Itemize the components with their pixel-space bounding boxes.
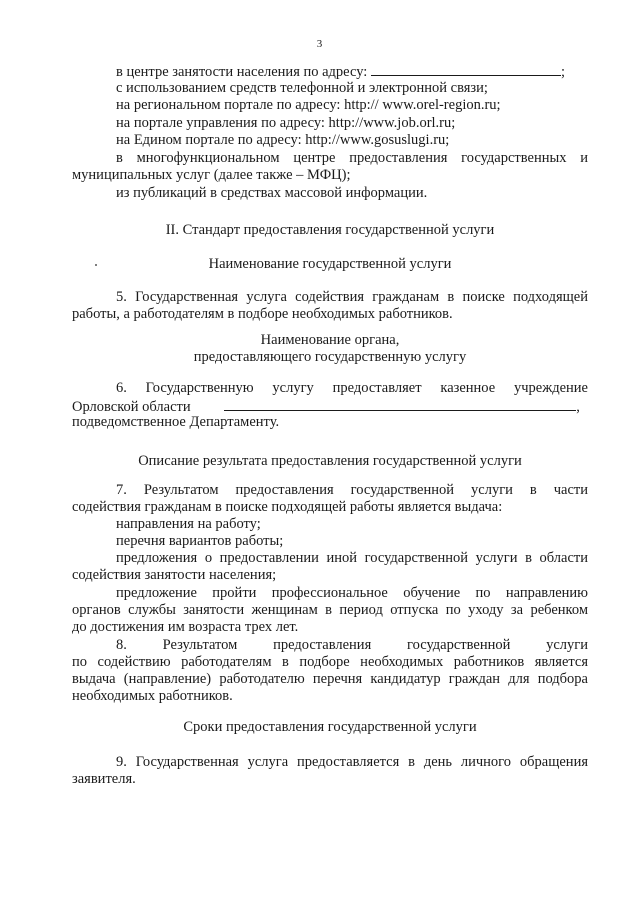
text-fragment: Орловской области [72, 399, 191, 415]
text-line: на региональном портале по адресу: http:// www.orel-region.ru; [116, 97, 501, 113]
text-fragment: , [576, 399, 580, 415]
paragraph-8-line: необходимых работников. [72, 688, 233, 704]
text-line: муниципальных услуг (далее также – МФЦ); [72, 167, 351, 183]
section-title: II. Стандарт предоставления государственной услуги [165, 222, 495, 238]
paragraph-7-line: содействия гражданам в поиске подходящей работы является выдача: [72, 499, 503, 515]
paragraph-9-line: заявителя. [72, 771, 136, 787]
text-line: из публикаций в средствах массовой информации. [116, 185, 428, 201]
heading-authority-name: Наименование органа, [260, 332, 400, 348]
paragraph-8-line: по содействию работодателям в подборе необходимых работников является [72, 654, 588, 670]
heading-authority-name: предоставляющего государственную услугу [193, 349, 467, 365]
paragraph-8-line: 8. Результатом предоставления государственной услуги [116, 637, 588, 653]
paragraph-6-line: 6. Государственную услугу предоставляет казенное учреждение [116, 380, 588, 396]
text-fragment: в центре занятости населения по адресу: [116, 64, 368, 80]
paragraph-7-line: до достижения им возраста трех лет. [72, 619, 299, 635]
paragraph-8-line: выдача (направление) работодателю перечня кандидатур граждан для подбора [72, 671, 588, 687]
paragraph-5-line: работы, а работодателям в подборе необходимых работников. [72, 306, 453, 322]
text-line [116, 62, 565, 81]
text-line: в многофункциональном центре предоставления государственных и [116, 150, 588, 166]
blank-line [371, 62, 561, 76]
paragraph-9-line: 9. Государственная услуга предоставляется в день личного обращения [116, 754, 588, 770]
paragraph-7-line: перечня вариантов работы; [116, 533, 284, 549]
page-number: 3 [316, 38, 323, 50]
paragraph-7-line: 7. Результатом предоставления государственной услуги в части [116, 482, 588, 498]
text-line: на портале управления по адресу: http://www.job.orl.ru; [116, 115, 456, 131]
text-line: на Едином портале по адресу: http://www.gosuslugi.ru; [116, 132, 450, 148]
text-line: с использованием средств телефонной и электронной связи; [116, 80, 488, 96]
heading-terms: Сроки предоставления государственной услуги [183, 719, 477, 735]
paragraph-7-line: органов службы занятости женщинам в период отпуска по уходу за ребенком [72, 602, 588, 618]
paragraph-7-line: предложение пройти профессиональное обучение по направлению [116, 585, 588, 601]
paragraph-6-line: подведомственное Департаменту. [72, 414, 280, 430]
blank-line [224, 397, 576, 411]
heading-service-name: Наименование государственной услуги [208, 256, 452, 272]
text-fragment: ; [560, 64, 565, 80]
paragraph-7-line: предложения о предоставлении иной государственной услуги в области [116, 550, 588, 566]
paragraph-7-line: направления на работу; [116, 516, 261, 532]
heading-result-description: Описание результата предоставления государственной услуги [138, 453, 522, 469]
paragraph-5-line: 5. Государственная услуга содействия гражданам в поиске подходящей [116, 289, 588, 305]
paragraph-7-line: содействия занятости населения; [72, 567, 277, 583]
